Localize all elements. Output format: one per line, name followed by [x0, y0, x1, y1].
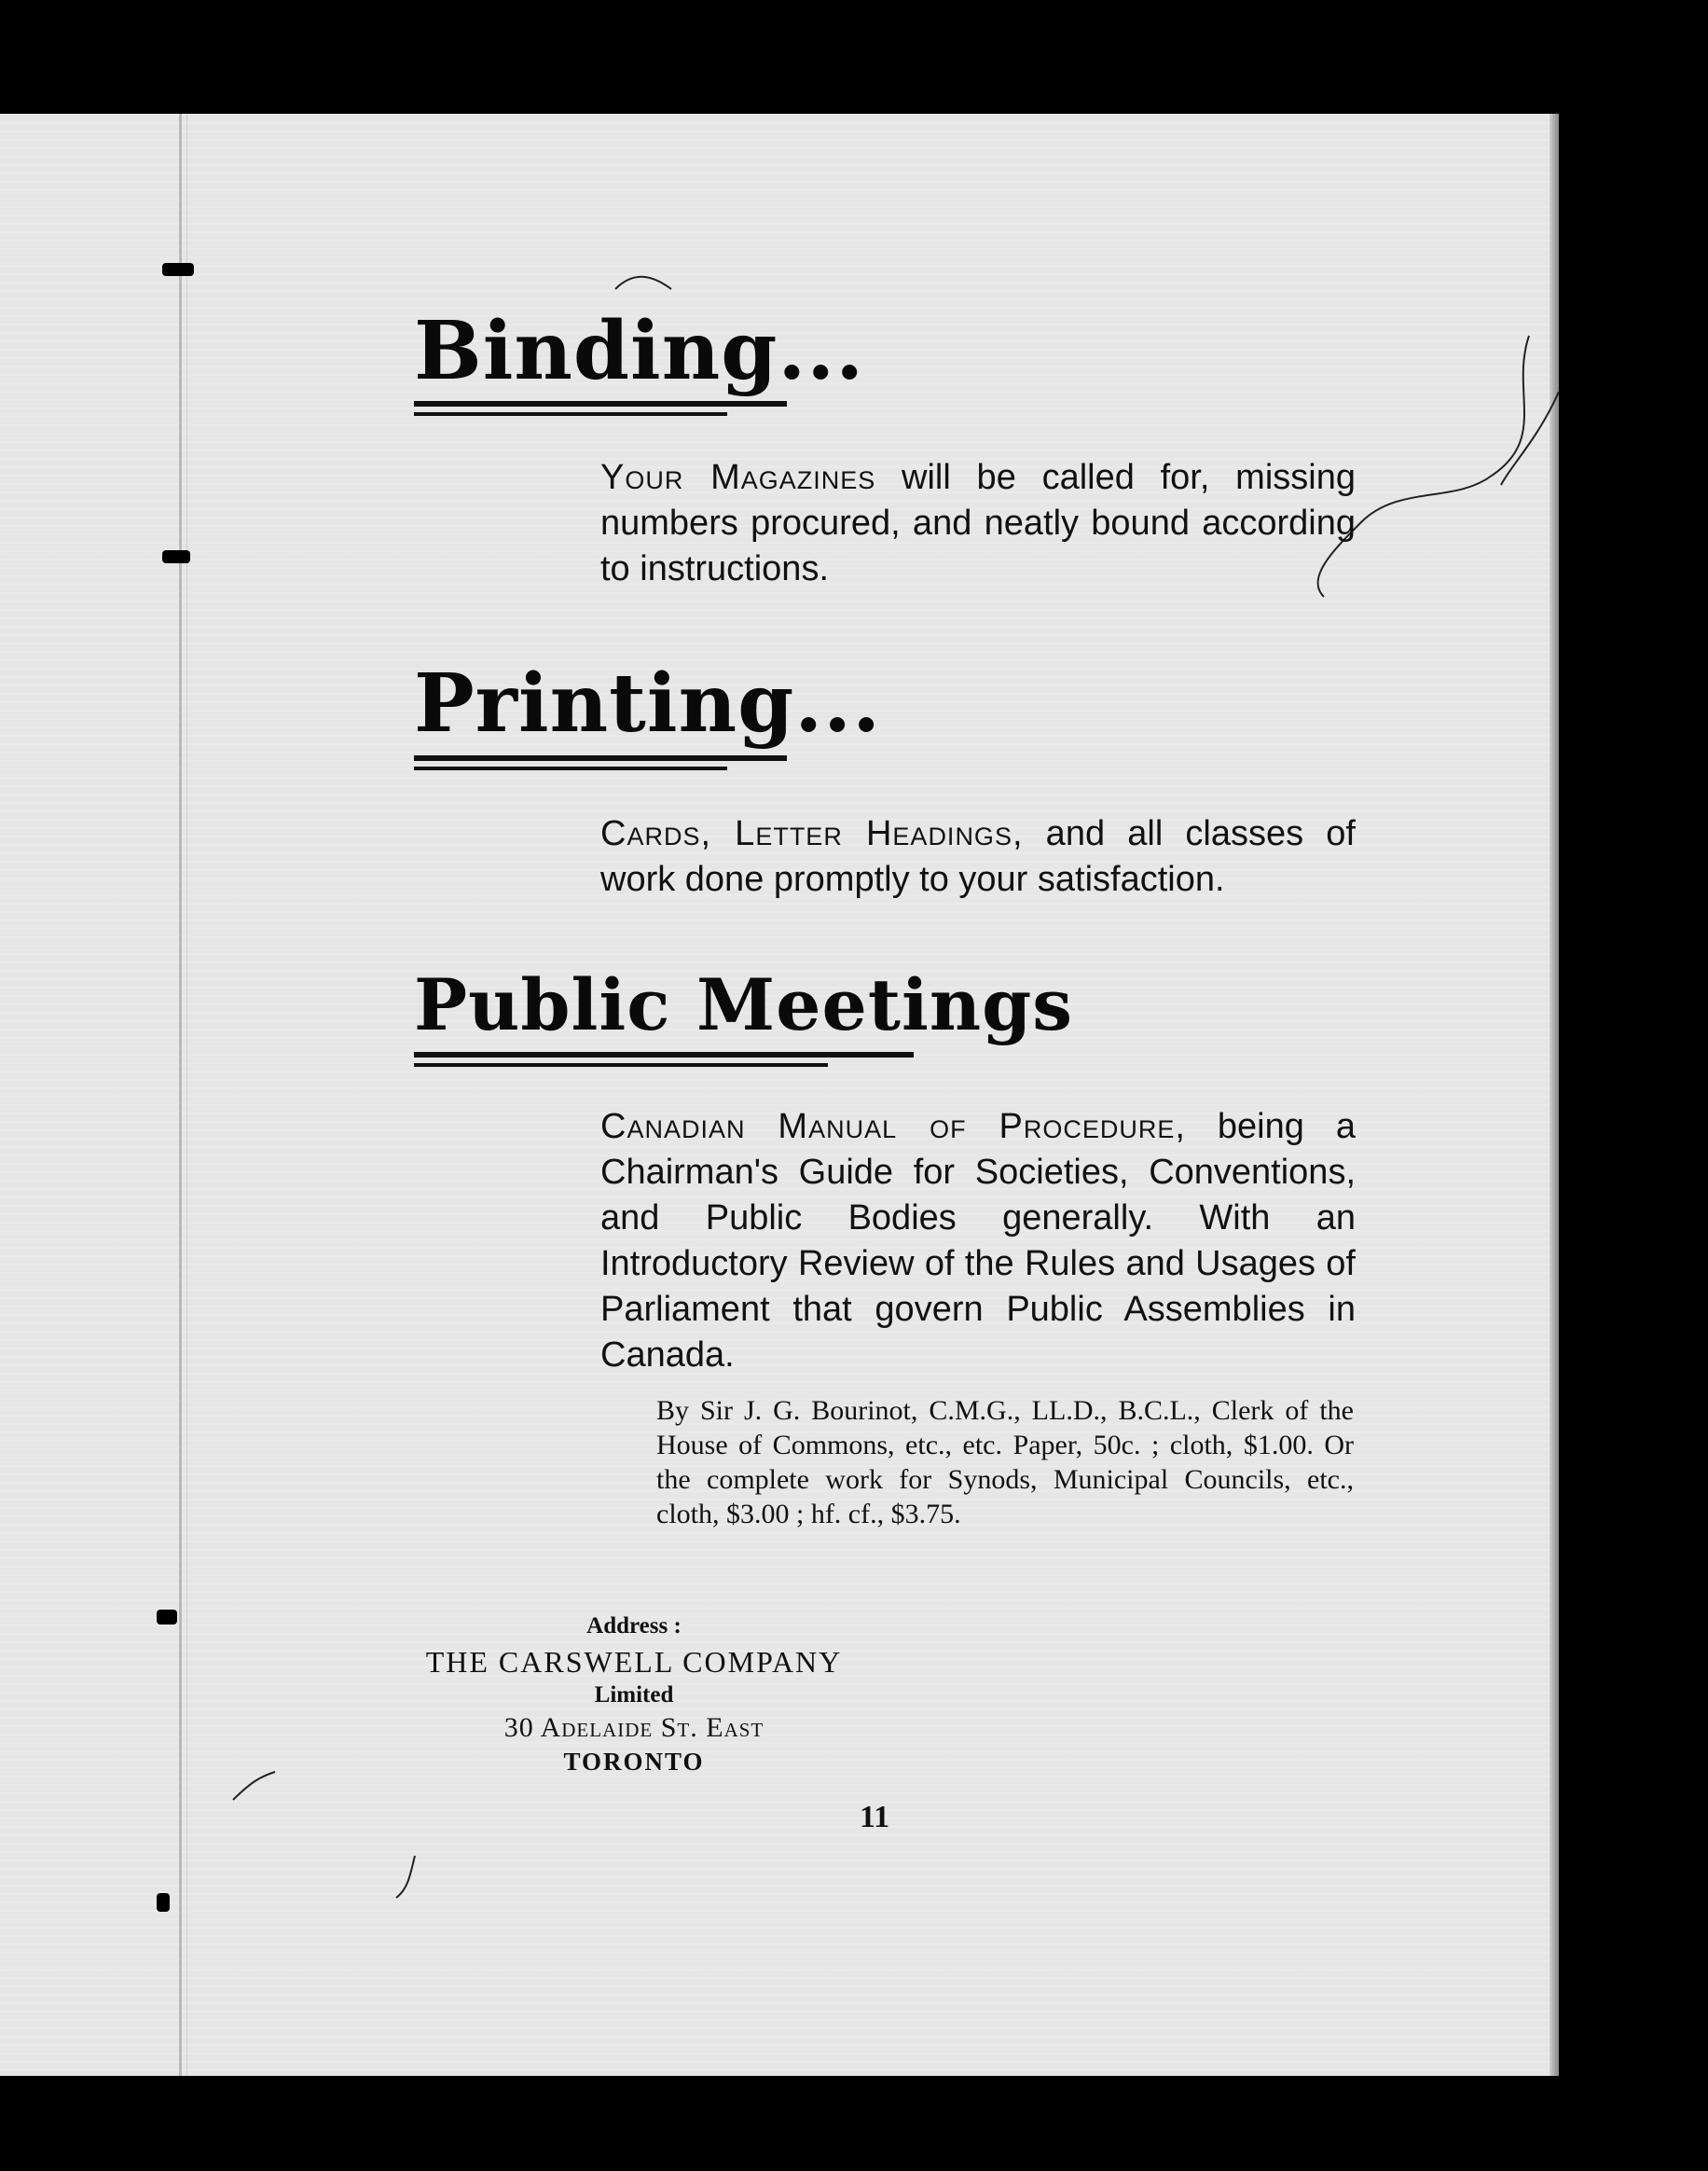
binding-heading-underline — [414, 401, 787, 407]
printing-heading-underline — [414, 755, 787, 761]
binding-description-text: will be called for, missing numbers procured, and neatly bound according to instructions. — [600, 458, 1356, 588]
scanned-page — [0, 114, 1559, 2076]
address-company: THE CARSWELL COMPANY — [425, 1645, 843, 1679]
binding-gutter-line — [179, 114, 182, 2076]
public-meetings-description-text: being a Chairman's Guide for Societies, Conventions, and Public Bodies generally. With an Introductory Review of the Rules and Usages of Parliament that govern Public Assemblies in Canada. — [600, 1107, 1356, 1375]
binding-hole-mark — [162, 550, 190, 563]
address-limited: Limited — [594, 1682, 674, 1708]
page-number: 11 — [860, 1800, 890, 1834]
public-meetings-heading-underline — [414, 1052, 914, 1058]
binding-hole-mark — [157, 1610, 177, 1625]
address-street: 30 Adelaide St. East — [503, 1712, 764, 1743]
binding-heading: Binding... — [414, 304, 865, 398]
public-meetings-heading-underline-thin — [414, 1063, 828, 1067]
binding-description — [600, 455, 1356, 592]
binding-gutter-line-secondary — [186, 114, 187, 2076]
address-label: Address : — [586, 1613, 682, 1639]
printing-heading: Printing... — [414, 657, 882, 751]
public-meetings-description — [600, 1104, 1356, 1378]
public-meetings-author-note: By Sir J. G. Bourinot, C.M.G., LL.D., B.C.L., Clerk of the House of Commons, etc., etc. Paper, 50c. ; cloth, $1.00. Or the complete work for Synods, Municipal Councils, etc., cloth, $3.00 ; hf. cf., $3.75. — [656, 1395, 1354, 1529]
page-edge-shadow — [1550, 114, 1559, 2076]
printing-description-text: and all classes of work done promptly to your satisfaction. — [600, 814, 1356, 899]
printing-description-lead: Cards, Letter Headings, — [600, 814, 1024, 853]
printing-description — [600, 811, 1356, 903]
binding-hole-mark — [162, 263, 194, 276]
binding-heading-underline-thin — [414, 412, 727, 416]
public-meetings-heading: Public Meetings — [414, 963, 1074, 1046]
binding-description-lead: Your Magazines — [600, 458, 876, 497]
binding-hole-mark — [157, 1893, 170, 1912]
printing-heading-underline-thin — [414, 767, 727, 770]
public-meetings-description-lead: Canadian Manual of Procedure, — [600, 1107, 1186, 1146]
address-city: TORONTO — [563, 1748, 705, 1776]
